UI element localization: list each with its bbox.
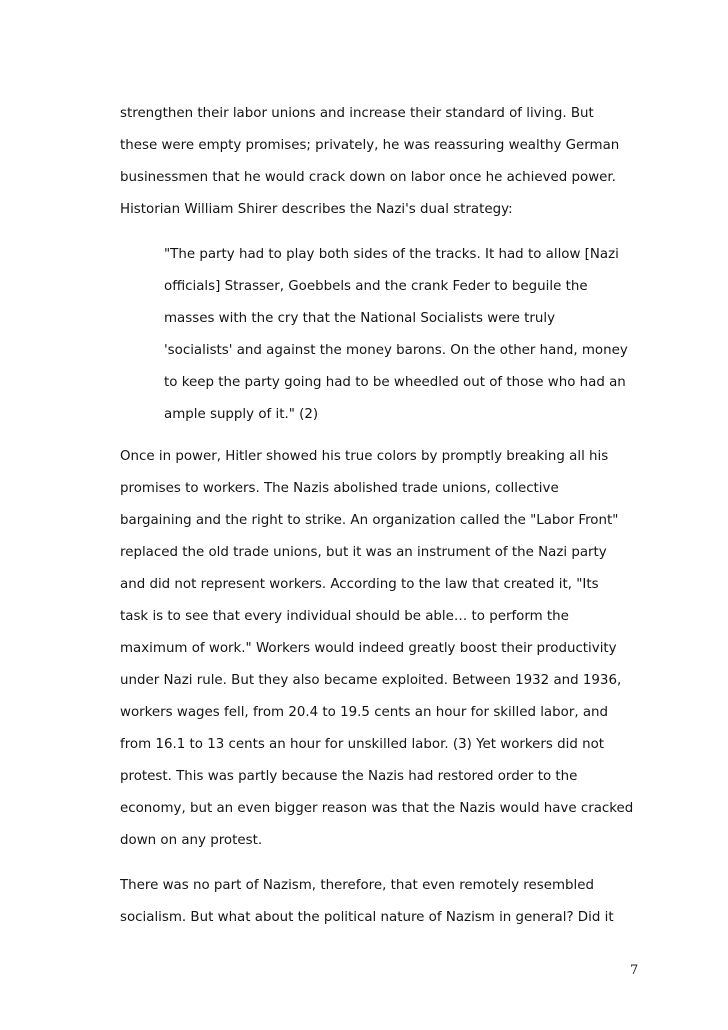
paragraph-1 — [120, 98, 660, 226]
paragraph-line: socialism. But what about the political nature of Nazism in general? Did it — [120, 910, 614, 925]
paragraph-line: businessmen that he would crack down on labor once he achieved power. — [120, 170, 616, 185]
paragraph-line: down on any protest. — [120, 833, 263, 848]
paragraph-line: Once in power, Hitler showed his true colors by promptly breaking all his — [120, 449, 609, 464]
paragraph-line: economy, but an even bigger reason was that the Nazis would have cracked — [120, 801, 634, 816]
paragraph-line: promises to workers. The Nazis abolished trade unions, collective — [120, 481, 559, 496]
paragraph-line: these were empty promises; privately, he was reassuring wealthy German — [120, 138, 620, 153]
paragraph-line: bargaining and the right to strike. An organization called the "Labor Front" — [120, 513, 619, 528]
block-quote — [164, 239, 664, 431]
paragraph-line: protest. This was partly because the Nazis had restored order to the — [120, 769, 578, 784]
paragraph-3 — [120, 870, 660, 934]
paragraph-line: There was no part of Nazism, therefore, that even remotely resembled — [120, 878, 594, 893]
page-number: 7 — [630, 963, 639, 978]
paragraph-line: maximum of work." Workers would indeed greatly boost their productivity — [120, 641, 617, 656]
paragraph-2 — [120, 441, 660, 857]
paragraph-line: Historian William Shirer describes the Nazi's dual strategy: — [120, 202, 513, 217]
paragraph-line: from 16.1 to 13 cents an hour for unskilled labor. (3) Yet workers did not — [120, 737, 605, 752]
quote-line: 'socialists' and against the money barons. On the other hand, money — [164, 343, 628, 358]
paragraph-line: and did not represent workers. According to the law that created it, "Its — [120, 577, 599, 592]
paragraph-line: workers wages fell, from 20.4 to 19.5 cents an hour for skilled labor, and — [120, 705, 609, 720]
quote-line: ample supply of it." (2) — [164, 407, 319, 422]
quote-line: to keep the party going had to be wheedled out of those who had an — [164, 375, 626, 390]
paragraph-line: replaced the old trade unions, but it was an instrument of the Nazi party — [120, 545, 607, 560]
paragraph-line: under Nazi rule. But they also became exploited. Between 1932 and 1936, — [120, 673, 622, 688]
paragraph-line: task is to see that every individual should be able… to perform the — [120, 609, 569, 624]
paragraph-line: strengthen their labor unions and increase their standard of living. But — [120, 106, 594, 121]
quote-line: "The party had to play both sides of the tracks. It had to allow [Nazi — [164, 247, 619, 262]
quote-line: officials] Strasser, Goebbels and the crank Feder to beguile the — [164, 279, 588, 294]
quote-line: masses with the cry that the National Socialists were truly — [164, 311, 556, 326]
